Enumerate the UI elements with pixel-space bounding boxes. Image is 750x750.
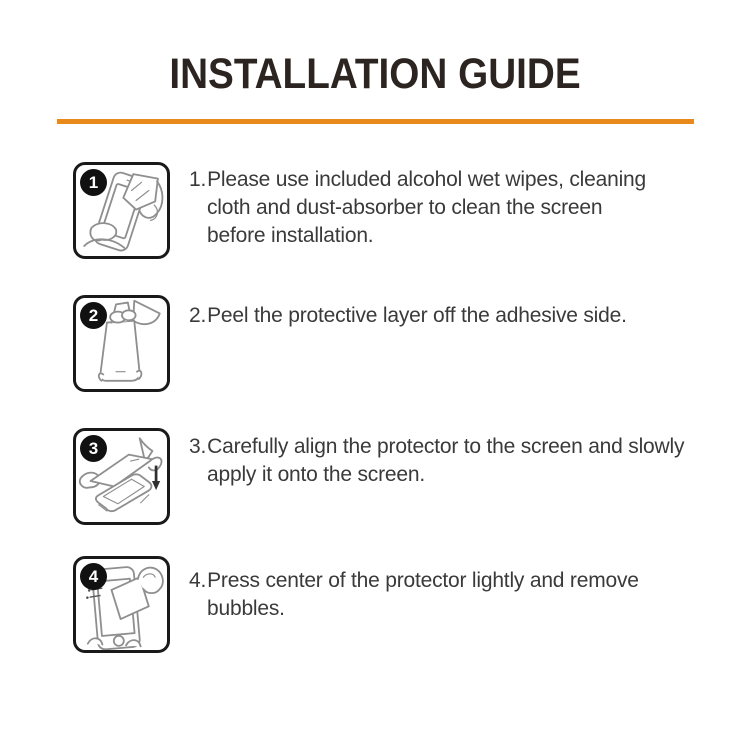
step-1-badge: 1	[80, 169, 107, 196]
step-2-number: 2.	[189, 304, 207, 327]
step-3-number: 3.	[189, 435, 207, 458]
step-3-line-2: apply it onto the screen.	[207, 463, 425, 486]
step-2-figure	[73, 295, 170, 392]
step-4-number: 4.	[189, 569, 207, 592]
page-title: INSTALLATION GUIDE	[169, 50, 581, 98]
step-2-line-1	[189, 302, 697, 330]
step-3-line-1	[189, 433, 697, 461]
step-4-text	[189, 567, 697, 623]
step-4-line-1	[189, 567, 697, 595]
step-3-text	[189, 433, 697, 489]
step-1-text	[189, 166, 697, 250]
step-1-line-2: cloth and dust-absorber to clean the screen	[207, 196, 603, 219]
step-row-4	[73, 556, 697, 653]
step-2-line-1-text: Peel the protective layer off the adhesive side.	[207, 304, 627, 327]
step-2-badge: 2	[80, 302, 107, 329]
step-1-line-1	[189, 166, 697, 194]
step-1-number: 1.	[189, 168, 207, 191]
step-1-line-3: before installation.	[207, 224, 374, 247]
step-4-line-1-text: Press center of the protector lightly and remove	[207, 569, 639, 592]
step-4-figure	[73, 556, 170, 653]
step-1-line-1-text: Please use included alcohol wet wipes, cleaning	[207, 168, 647, 191]
step-row-2	[73, 295, 697, 392]
step-1-figure	[73, 162, 170, 259]
step-3-badge: 3	[80, 435, 107, 462]
step-row-3	[73, 428, 697, 525]
step-3-line-1-text: Carefully align the protector to the screen and slowly	[207, 435, 685, 458]
step-4-line-2: bubbles.	[207, 597, 285, 620]
accent-divider	[57, 119, 694, 124]
step-row-1	[73, 162, 697, 259]
step-3-figure	[73, 428, 170, 525]
step-4-badge: 4	[80, 563, 107, 590]
step-2-text	[189, 302, 697, 330]
